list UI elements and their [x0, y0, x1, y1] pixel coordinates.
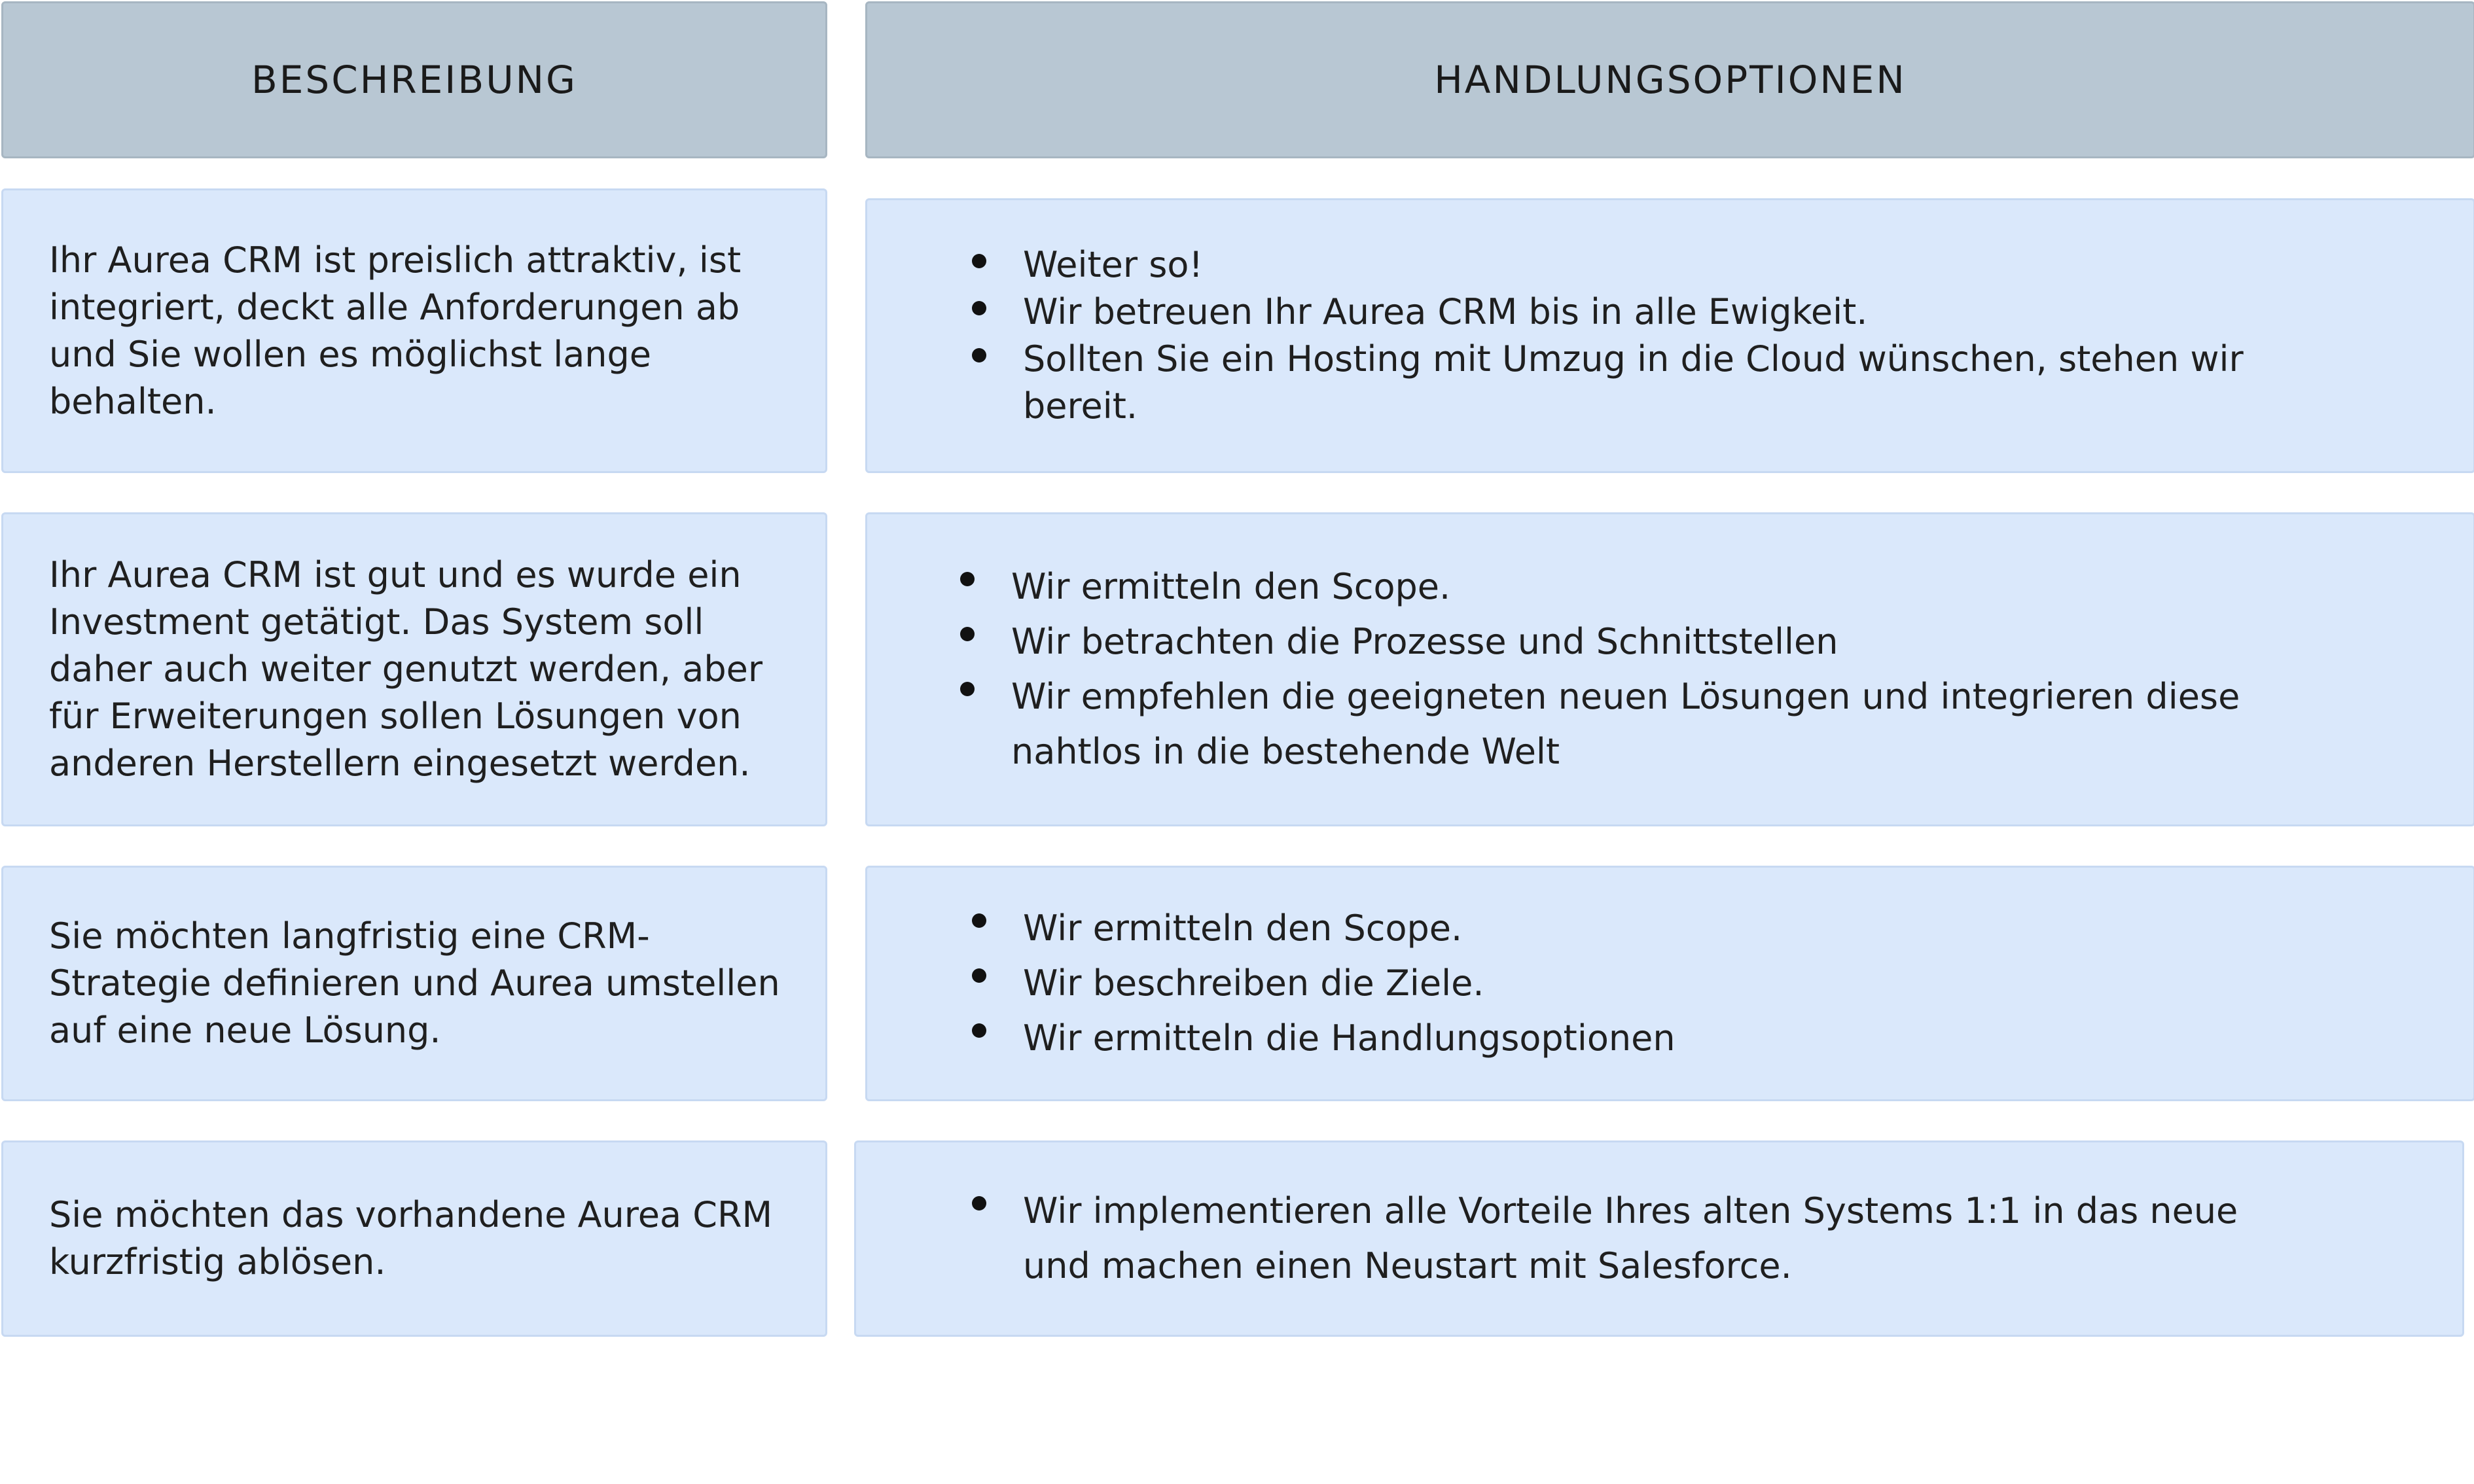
- row-1-description-text: Ihr Aurea CRM ist preislich attraktiv, ist integriert, deckt alle Anforderungen ab und Sie wollen es möglichst lange behalten.: [49, 239, 742, 422]
- row-1-option-1: Weiter so!: [1023, 241, 2267, 289]
- row-3-option-1: Wir ermitteln den Scope.: [1023, 901, 2267, 956]
- row-1-option-3: Sollten Sie ein Hosting mit Umzug in die Cloud wünschen, stehen wir bereit.: [1023, 336, 2267, 430]
- row-3-options-list: [1023, 901, 2267, 1066]
- row-3-description: [1, 866, 827, 1101]
- row-3-options: [865, 866, 2474, 1101]
- row-2-options: [865, 512, 2474, 826]
- row-2-option-2: Wir betrachten die Prozesse und Schnittstellen: [1011, 614, 2255, 669]
- header-options: [865, 1, 2474, 158]
- row-1-description: [1, 188, 827, 473]
- row-3-option-3: Wir ermitteln die Handlungsoptionen: [1023, 1011, 2267, 1066]
- row-2-option-1: Wir ermitteln den Scope.: [1011, 559, 2255, 614]
- row-2-options-list: [1011, 559, 2255, 779]
- row-3-option-2: Wir beschreiben die Ziele.: [1023, 956, 2267, 1011]
- header-description-label: BESCHREIBUNG: [251, 58, 577, 102]
- row-2-option-3: Wir empfehlen die geeigneten neuen Lösungen und integrieren diese nahtlos in die bestehende Welt: [1011, 669, 2255, 779]
- row-4-option-1: Wir implementieren alle Vorteile Ihres alten Systems 1:1 in das neue und machen einen Neustart mit Salesforce.: [1023, 1184, 2267, 1294]
- row-1-options-list: [1023, 241, 2267, 430]
- header-description: [1, 1, 827, 158]
- header-options-label: HANDLUNGSOPTIONEN: [1434, 58, 1907, 102]
- row-4-description-text: Sie möchten das vorhandene Aurea CRM kurzfristig ablösen.: [49, 1194, 773, 1282]
- row-4-description: [1, 1140, 827, 1337]
- row-4-options: [854, 1140, 2464, 1337]
- row-4-options-list: [1023, 1184, 2267, 1294]
- row-1-options: [865, 198, 2474, 473]
- row-1-option-2: Wir betreuen Ihr Aurea CRM bis in alle Ewigkeit.: [1023, 289, 2267, 336]
- row-3-description-text: Sie möchten langfristig eine CRM-Strategie definieren und Aurea umstellen auf eine neue Lösung.: [49, 915, 780, 1051]
- row-2-description: [1, 512, 827, 826]
- row-2-description-text: Ihr Aurea CRM ist gut und es wurde ein Investment getätigt. Das System soll daher auch weiter genutzt werden, aber für Erweiterungen sollen Lösungen von anderen Herstellern eingesetzt werden.: [49, 554, 763, 784]
